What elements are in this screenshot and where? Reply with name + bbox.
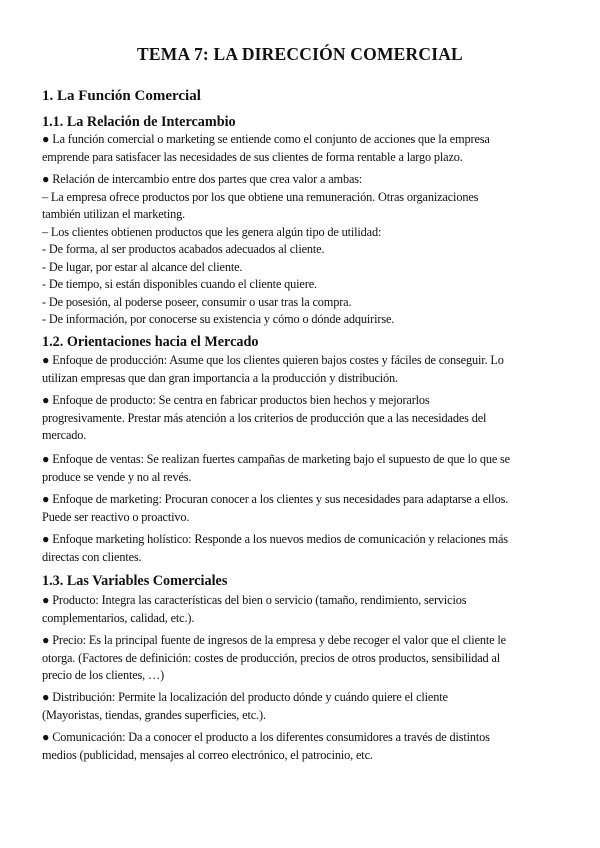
page-title: TEMA 7: LA DIRECCIÓN COMERCIAL xyxy=(137,44,463,64)
text-line: - De información, por conocerse su existencia y cómo o dónde adquirirse. xyxy=(42,312,395,326)
text-line: ● La función comercial o marketing se entiende como el conjunto de acciones que la empresa xyxy=(42,132,490,146)
text-line: ● Enfoque de producto: Se centra en fabricar productos bien hechos y mejorarlos xyxy=(42,393,430,407)
paragraph xyxy=(42,632,562,685)
subsection-heading-variables-comerciales: 1.3. Las Variables Comerciales xyxy=(42,573,228,589)
text-line: – La empresa ofrece productos por los que obtiene una remuneración. Otras organizaciones xyxy=(42,189,479,204)
paragraph xyxy=(42,171,562,329)
text-line: ● Enfoque de marketing: Procuran conocer a los clientes y sus necesidades para adaptarse a ellos. xyxy=(42,492,509,506)
text-line: medios (publicidad, mensajes al correo electrónico, el patrocinio, etc. xyxy=(42,747,373,762)
subsection-heading-relacion-intercambio: 1.1. La Relación de Intercambio xyxy=(42,114,236,130)
text-line: complementarios, calidad, etc.). xyxy=(42,610,195,625)
text-line: ● Comunicación: Da a conocer el producto a los diferentes consumidores a través de distintos xyxy=(42,730,490,744)
paragraph xyxy=(42,352,562,387)
text-line: utilizan empresas que dan gran importancia a la producción y distribución. xyxy=(42,370,398,385)
text-line: ● Enfoque de ventas: Se realizan fuertes campañas de marketing bajo el supuesto de que lo que se xyxy=(42,452,510,466)
section-heading-funcion-comercial: 1. La Función Comercial xyxy=(42,88,201,104)
text-line: – Los clientes obtienen productos que les genera algún tipo de utilidad: xyxy=(42,224,382,239)
paragraph xyxy=(42,531,562,566)
paragraph xyxy=(42,451,562,486)
text-line: ● Producto: Integra las características del bien o servicio (tamaño, rendimiento, servicios xyxy=(42,593,467,607)
text-line: ● Relación de intercambio entre dos partes que crea valor a ambas: xyxy=(42,172,363,186)
text-line: ● Precio: Es la principal fuente de ingresos de la empresa y debe recoger el valor que el cliente le xyxy=(42,633,506,647)
text-line: ● Enfoque de producción: Asume que los clientes quieren bajos costes y fáciles de conseguir. Lo xyxy=(42,353,504,367)
text-line: - De posesión, al poderse poseer, consumir o usar tras la compra. xyxy=(42,294,352,309)
text-line: Puede ser reactivo o proactivo. xyxy=(42,509,190,524)
subsection-heading-orientaciones-mercado: 1.2. Orientaciones hacia el Mercado xyxy=(42,334,259,350)
paragraph xyxy=(42,392,562,445)
text-line: emprende para satisfacer las necesidades de sus clientes de forma rentable a largo plazo. xyxy=(42,149,463,164)
text-line: - De forma, al ser productos acabados adecuados al cliente. xyxy=(42,242,325,256)
text-line: directas con clientes. xyxy=(42,549,142,564)
text-line: progresivamente. Prestar más atención a los criterios de producción que a las necesidades del xyxy=(42,410,487,425)
text-line: otorga. (Factores de definición: costes de producción, precios de otros productos, sensibilidad al xyxy=(42,650,501,665)
text-line: también utilizan el marketing. xyxy=(42,207,186,221)
text-line: - De lugar, por estar al alcance del cliente. xyxy=(42,259,243,274)
text-line: ● Enfoque marketing holístico: Responde a los nuevos medios de comunicación y relaciones más xyxy=(42,532,508,546)
text-line: - De tiempo, si están disponibles cuando el cliente quiere. xyxy=(42,277,317,291)
text-line: produce se vende y no al revés. xyxy=(42,469,192,484)
text-line: (Mayoristas, tiendas, grandes superficies, etc.). xyxy=(42,707,266,722)
paragraph xyxy=(42,131,562,166)
text-line: ● Distribución: Permite la localización del producto dónde y cuándo quiere el cliente xyxy=(42,690,448,704)
paragraph xyxy=(42,491,562,526)
paragraph xyxy=(42,729,562,764)
paragraph xyxy=(42,689,562,724)
text-line: mercado. xyxy=(42,428,87,442)
text-line: precio de los clientes, …) xyxy=(42,668,165,682)
paragraph xyxy=(42,592,562,627)
